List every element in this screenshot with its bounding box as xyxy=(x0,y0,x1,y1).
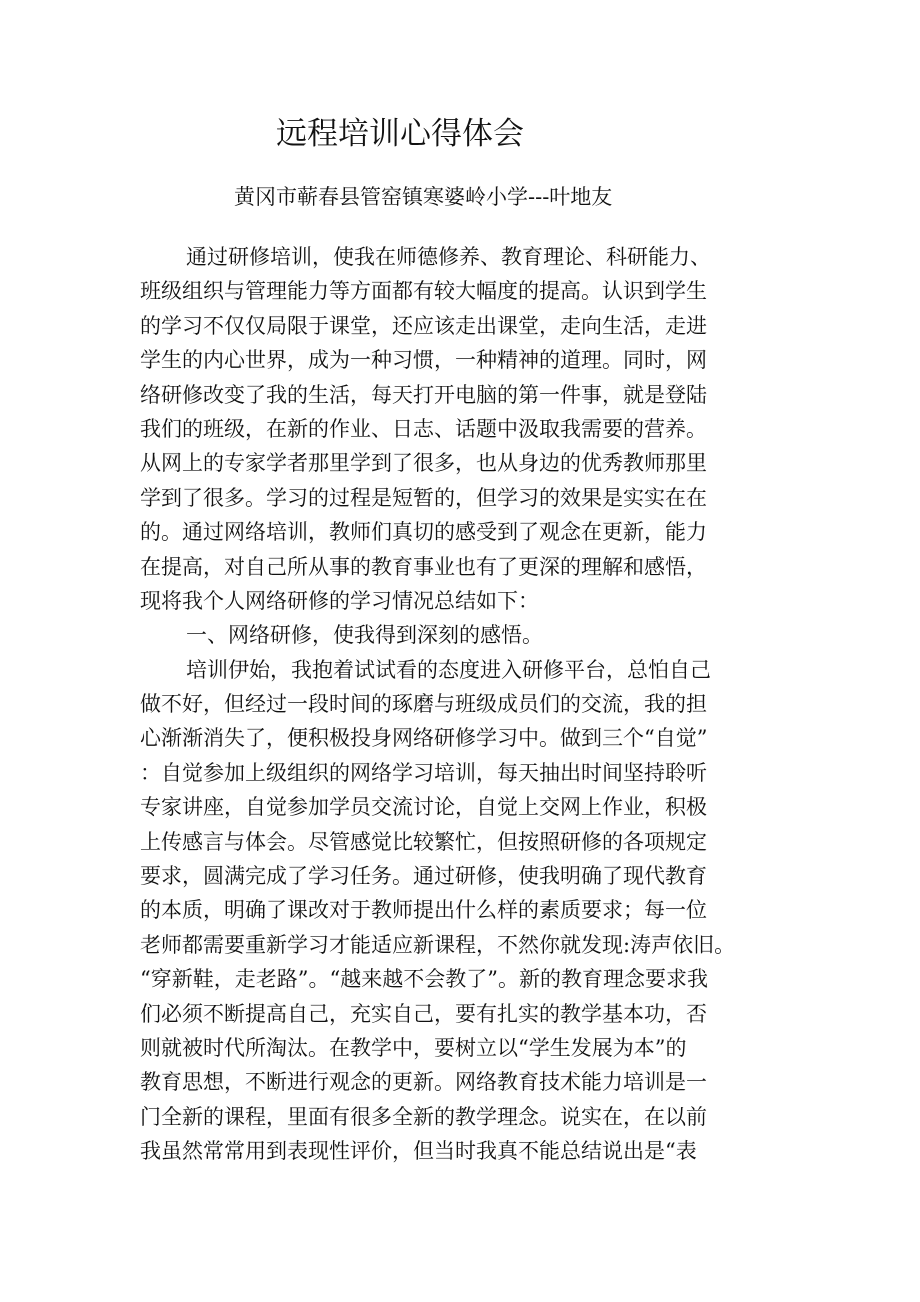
body-line: 上传感言与体会。尽管感觉比较繁忙，但按照研修的各项规定 xyxy=(140,829,707,854)
body-line: ：自觉参加上级组织的网络学习培训，每天抽出时间坚持聆听 xyxy=(140,760,707,785)
body-line: 我虽然常常用到表现性评价，但当时我真不能总结说出是“表 xyxy=(140,1139,697,1164)
body-line: 学生的内心世界，成为一种习惯，一种精神的道理。同时，网 xyxy=(140,348,707,373)
body-line: 的学习不仅仅局限于课堂，还应该走出课堂，走向生活，走进 xyxy=(140,313,707,338)
body-line: 专家讲座，自觉参加学员交流讨论，自觉上交网上作业，积极 xyxy=(140,795,707,820)
body-line: 要求，圆满完成了学习任务。通过研修，使我明确了现代教育 xyxy=(140,864,707,889)
body-line: 做不好，但经过一段时间的琢磨与班级成员们的交流，我的担 xyxy=(140,692,707,717)
body-line: 的。通过网络培训，教师们真切的感受到了观念在更新，能力 xyxy=(140,520,707,545)
body-line: 络研修改变了我的生活，每天打开电脑的第一件事，就是登陆 xyxy=(140,382,707,407)
body-line: 通过研修培训，使我在师德修养、教育理论、科研能力、 xyxy=(186,245,711,269)
body-line: 教育思想，不断进行观念的更新。网络教育技术能力培训是一 xyxy=(140,1070,707,1095)
body-line: 门全新的课程，里面有很多全新的教学理念。说实在，在以前 xyxy=(140,1104,707,1129)
body-line: “穿新鞋，走老路”。“越来越不会教了”。新的教育理念要求我 xyxy=(140,967,708,992)
body-line: 的本质，明确了课改对于教师提出什么样的素质要求；每一位 xyxy=(140,898,707,923)
body-line: 心渐渐消失了，便积极投身网络研修学习中。做到三个“自觉” xyxy=(140,726,708,751)
body-line: 我们的班级，在新的作业、日志、话题中汲取我需要的营养。 xyxy=(140,416,707,441)
body-line: 在提高，对自己所从事的教育事业也有了更深的理解和感悟， xyxy=(140,554,707,579)
body-line: 学到了很多。学习的过程是短暂的，但学习的效果是实实在在 xyxy=(140,485,707,510)
body-line: 培训伊始，我抱着试试看的态度进入研修平台，总怕自己 xyxy=(186,657,711,682)
body-line: 则就被时代所淘汰。在教学中，要树立以“学生发展为本”的 xyxy=(140,1035,687,1060)
document-subtitle: 黄冈市蕲春县管窑镇寒婆岭小学---叶地友 xyxy=(234,185,613,209)
body-line: 从网上的专家学者那里学到了很多，也从身边的优秀教师那里 xyxy=(140,451,707,476)
body-line: 们必须不断提高自己，充实自己，要有扎实的教学基本功，否 xyxy=(140,1001,707,1026)
document-title: 远程培训心得体会 xyxy=(276,116,524,152)
document-body xyxy=(140,240,800,1169)
body-line: 现将我个人网络研修的学习情况总结如下： xyxy=(140,588,539,613)
section-heading: 一、网络研修，使我得到深刻的感悟。 xyxy=(186,623,543,648)
body-line: 班级组织与管理能力等方面都有较大幅度的提高。认识到学生 xyxy=(140,279,707,304)
body-line: 老师都需要重新学习才能适应新课程，不然你就发现:涛声依旧。 xyxy=(140,932,736,957)
